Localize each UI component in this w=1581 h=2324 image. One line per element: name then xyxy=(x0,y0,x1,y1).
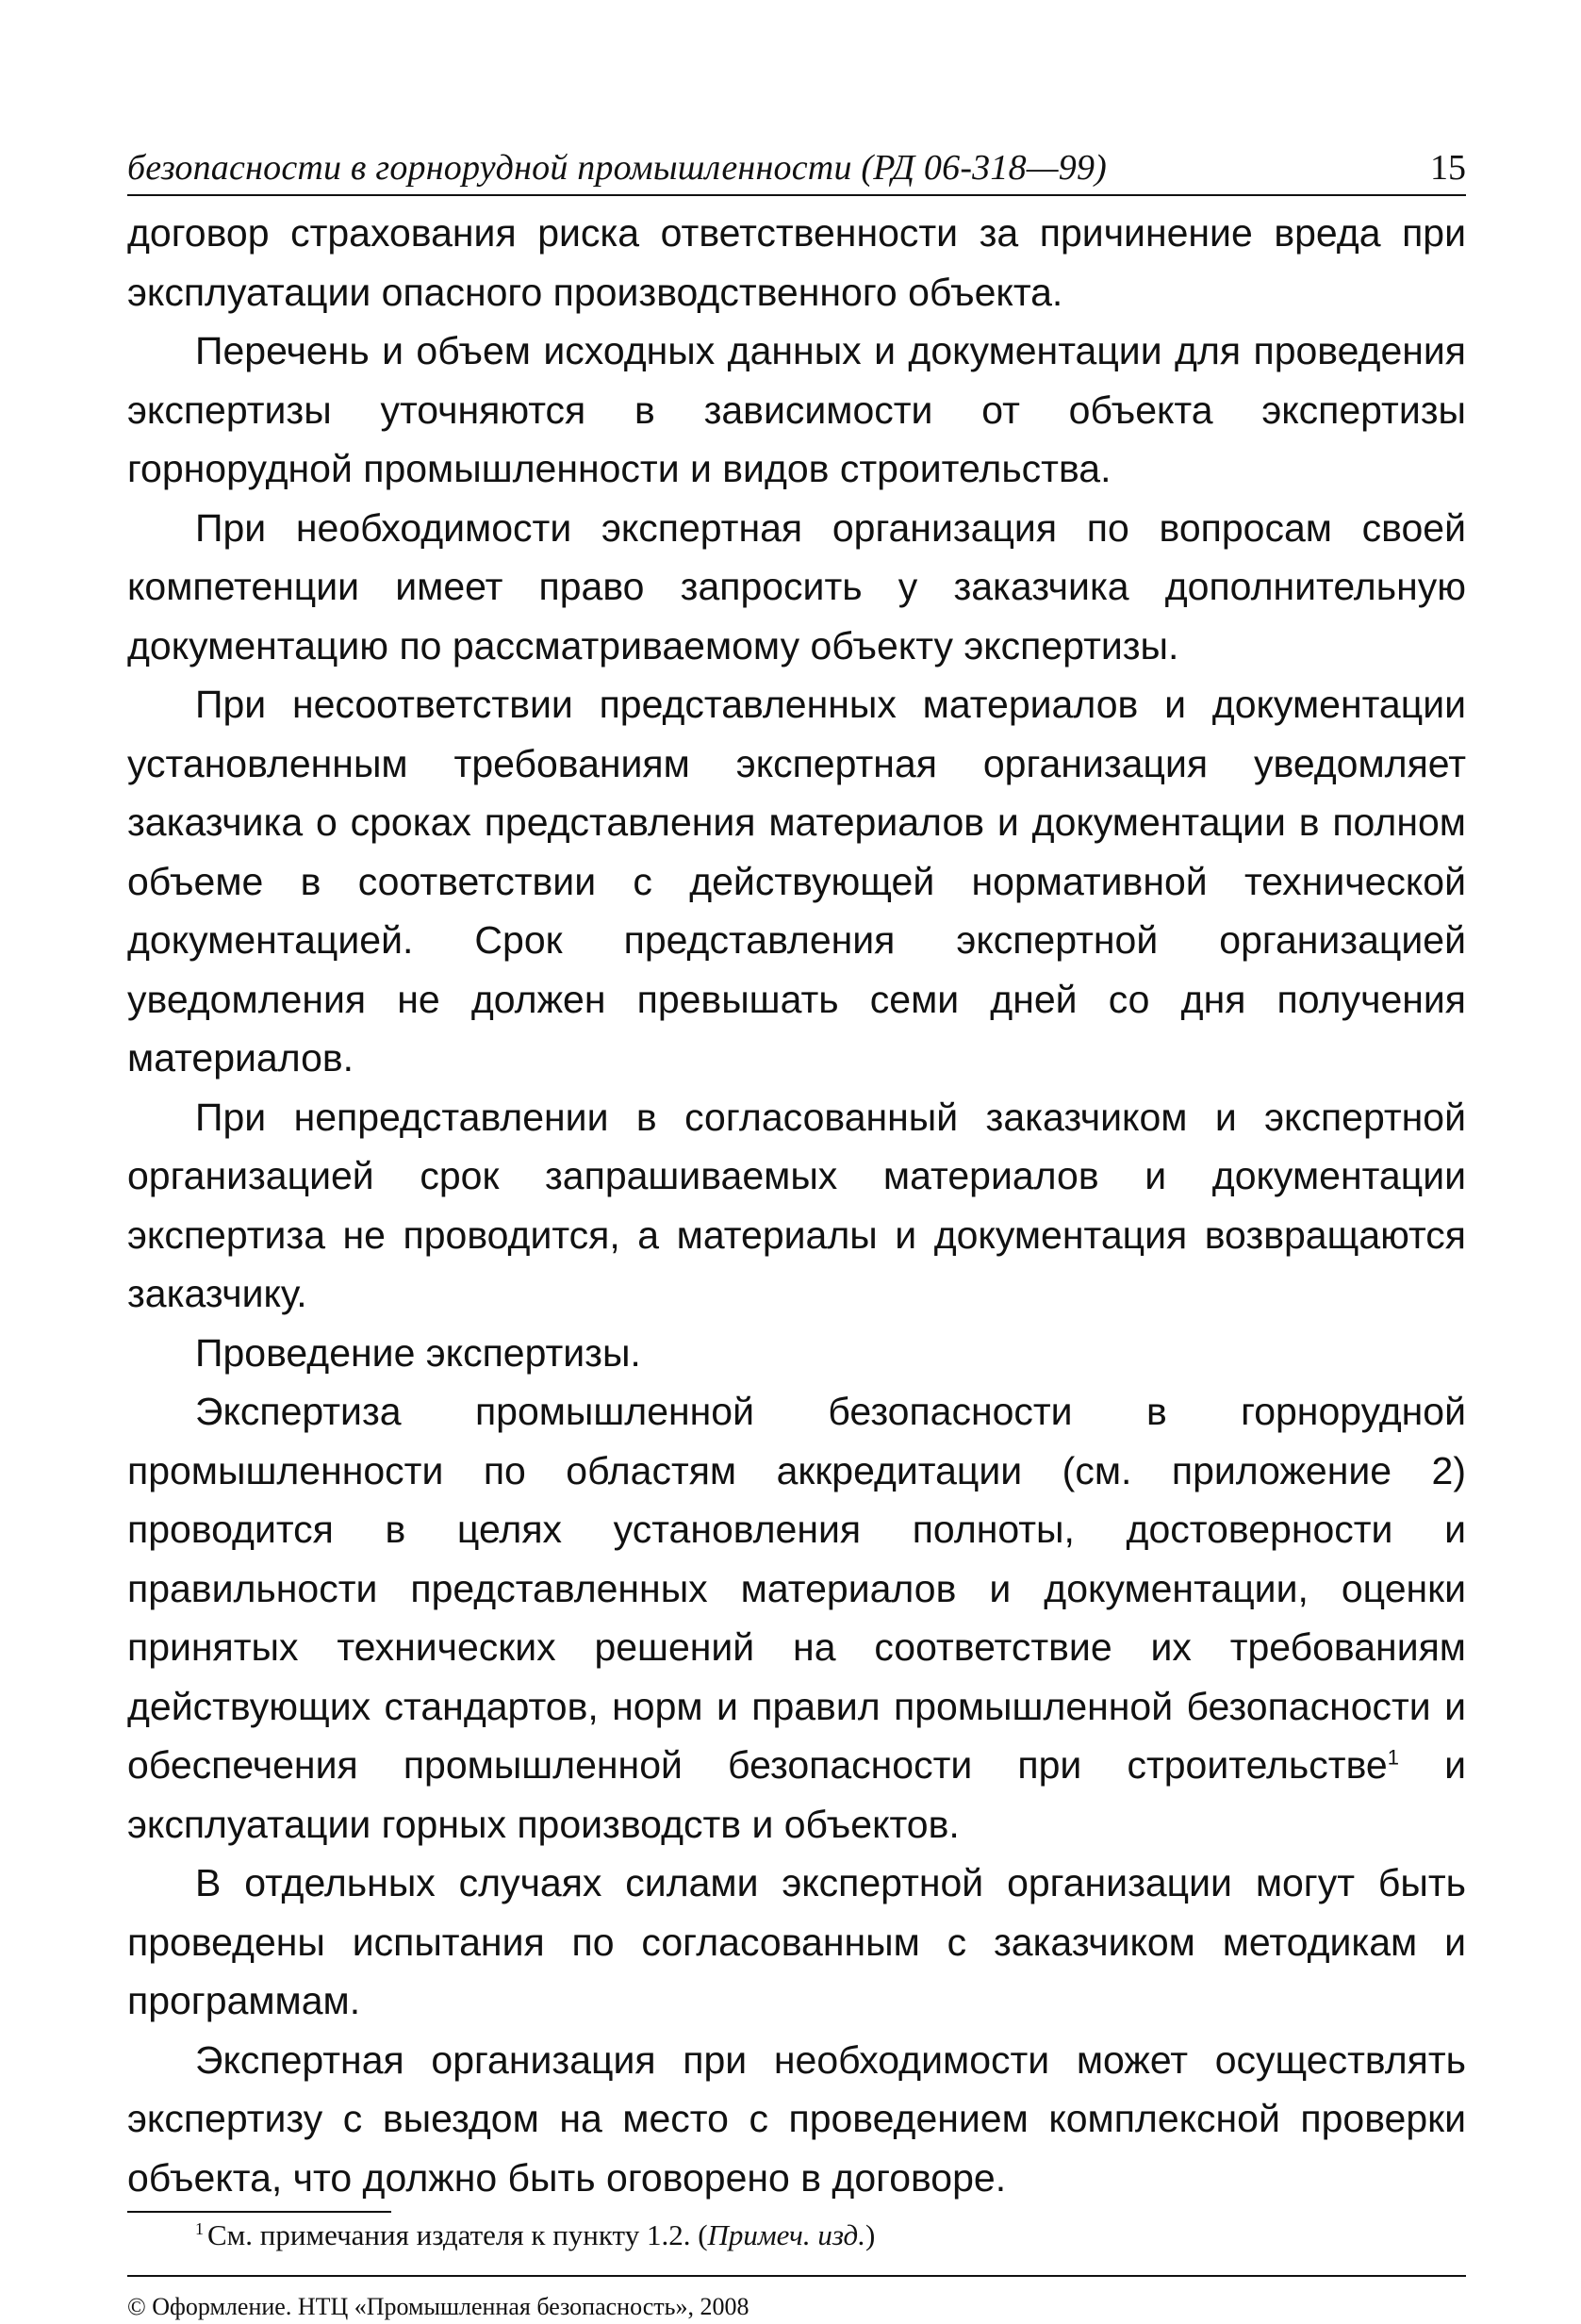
footnote-reference: 1 xyxy=(1387,1745,1399,1770)
paragraph: При необходимости экспертная организация по вопросам своей компетенции имеет право запросить у заказчика дополнительную документацию по рассматриваемому объекту экспертизы. xyxy=(127,505,1466,668)
paragraph: договор страхования риска ответственности за причинение вреда при эксплуатации опасного производственного объекта. xyxy=(127,211,1466,314)
footnote xyxy=(127,2217,1466,2254)
document-page xyxy=(127,141,1467,2320)
footnote-marker: 1 xyxy=(195,2218,204,2238)
paragraph: При несоответствии представленных материалов и документации установленным требованиям экспертная организация уведомляет заказчика о сроках представления материалов и документации в полном объеме в соответствии с действующей нормативной технической документацией. Срок представления экспертной организацией уведомления не должен превышать семи дней со дня получения материалов. xyxy=(127,683,1466,1080)
copyright-divider xyxy=(127,2275,1466,2277)
body-text xyxy=(127,204,1466,2207)
paragraph: Экспертная организация при необходимости может осуществлять экспертизу с выездом на место с проведением комплексной проверки объекта, что должно быть оговорено в договоре. xyxy=(127,2037,1466,2200)
section-heading: Проведение экспертизы. xyxy=(195,1330,641,1375)
paragraph xyxy=(127,1382,1466,1854)
paragraph: Перечень и объем исходных данных и документации для проведения экспертизы уточняются в зависимости от объекта экспертизы горнорудной промышленности и видов строительства. xyxy=(127,329,1466,490)
footnote-close: ) xyxy=(865,2218,876,2251)
paragraph: При непредставлении в согласованный заказчиком и экспертной организацией срок запрашиваемых материалов и документации экспертиза не проводится, а материалы и документация возвращаются заказчику. xyxy=(127,1095,1466,1315)
copyright-line: © Оформление. НТЦ «Промышленная безопасность», 2008 xyxy=(127,2293,749,2320)
running-header xyxy=(127,141,1466,196)
footnote-text: См. примечания издателя к пункту 1.2. ( xyxy=(207,2218,708,2251)
header-title: безопасности в горнорудной промышленности (РД 06-318—99) xyxy=(127,148,1108,188)
page-number: 15 xyxy=(1430,148,1466,188)
paragraph-text: Экспертиза промышленной безопасности в горнорудной промышленности по областям аккредитации (см. приложение 2) проводится в целях установления полноты, достоверности и правильности представленных материалов и документации, оценки принятых технических решений на соответствие их требованиям действующих стандартов, норм и правил промышленной безопасности и обеспечения промышленной безопасности при строительстве xyxy=(127,1390,1466,1787)
footnote-divider xyxy=(127,2211,391,2213)
paragraph-text: и эксплуатации горных производств и объектов. xyxy=(127,1743,1467,1846)
footnote-italic: Примеч. изд. xyxy=(707,2218,865,2251)
paragraph: В отдельных случаях силами экспертной организации могут быть проведены испытания по согласованным с заказчиком методикам и программам. xyxy=(127,1861,1466,2022)
